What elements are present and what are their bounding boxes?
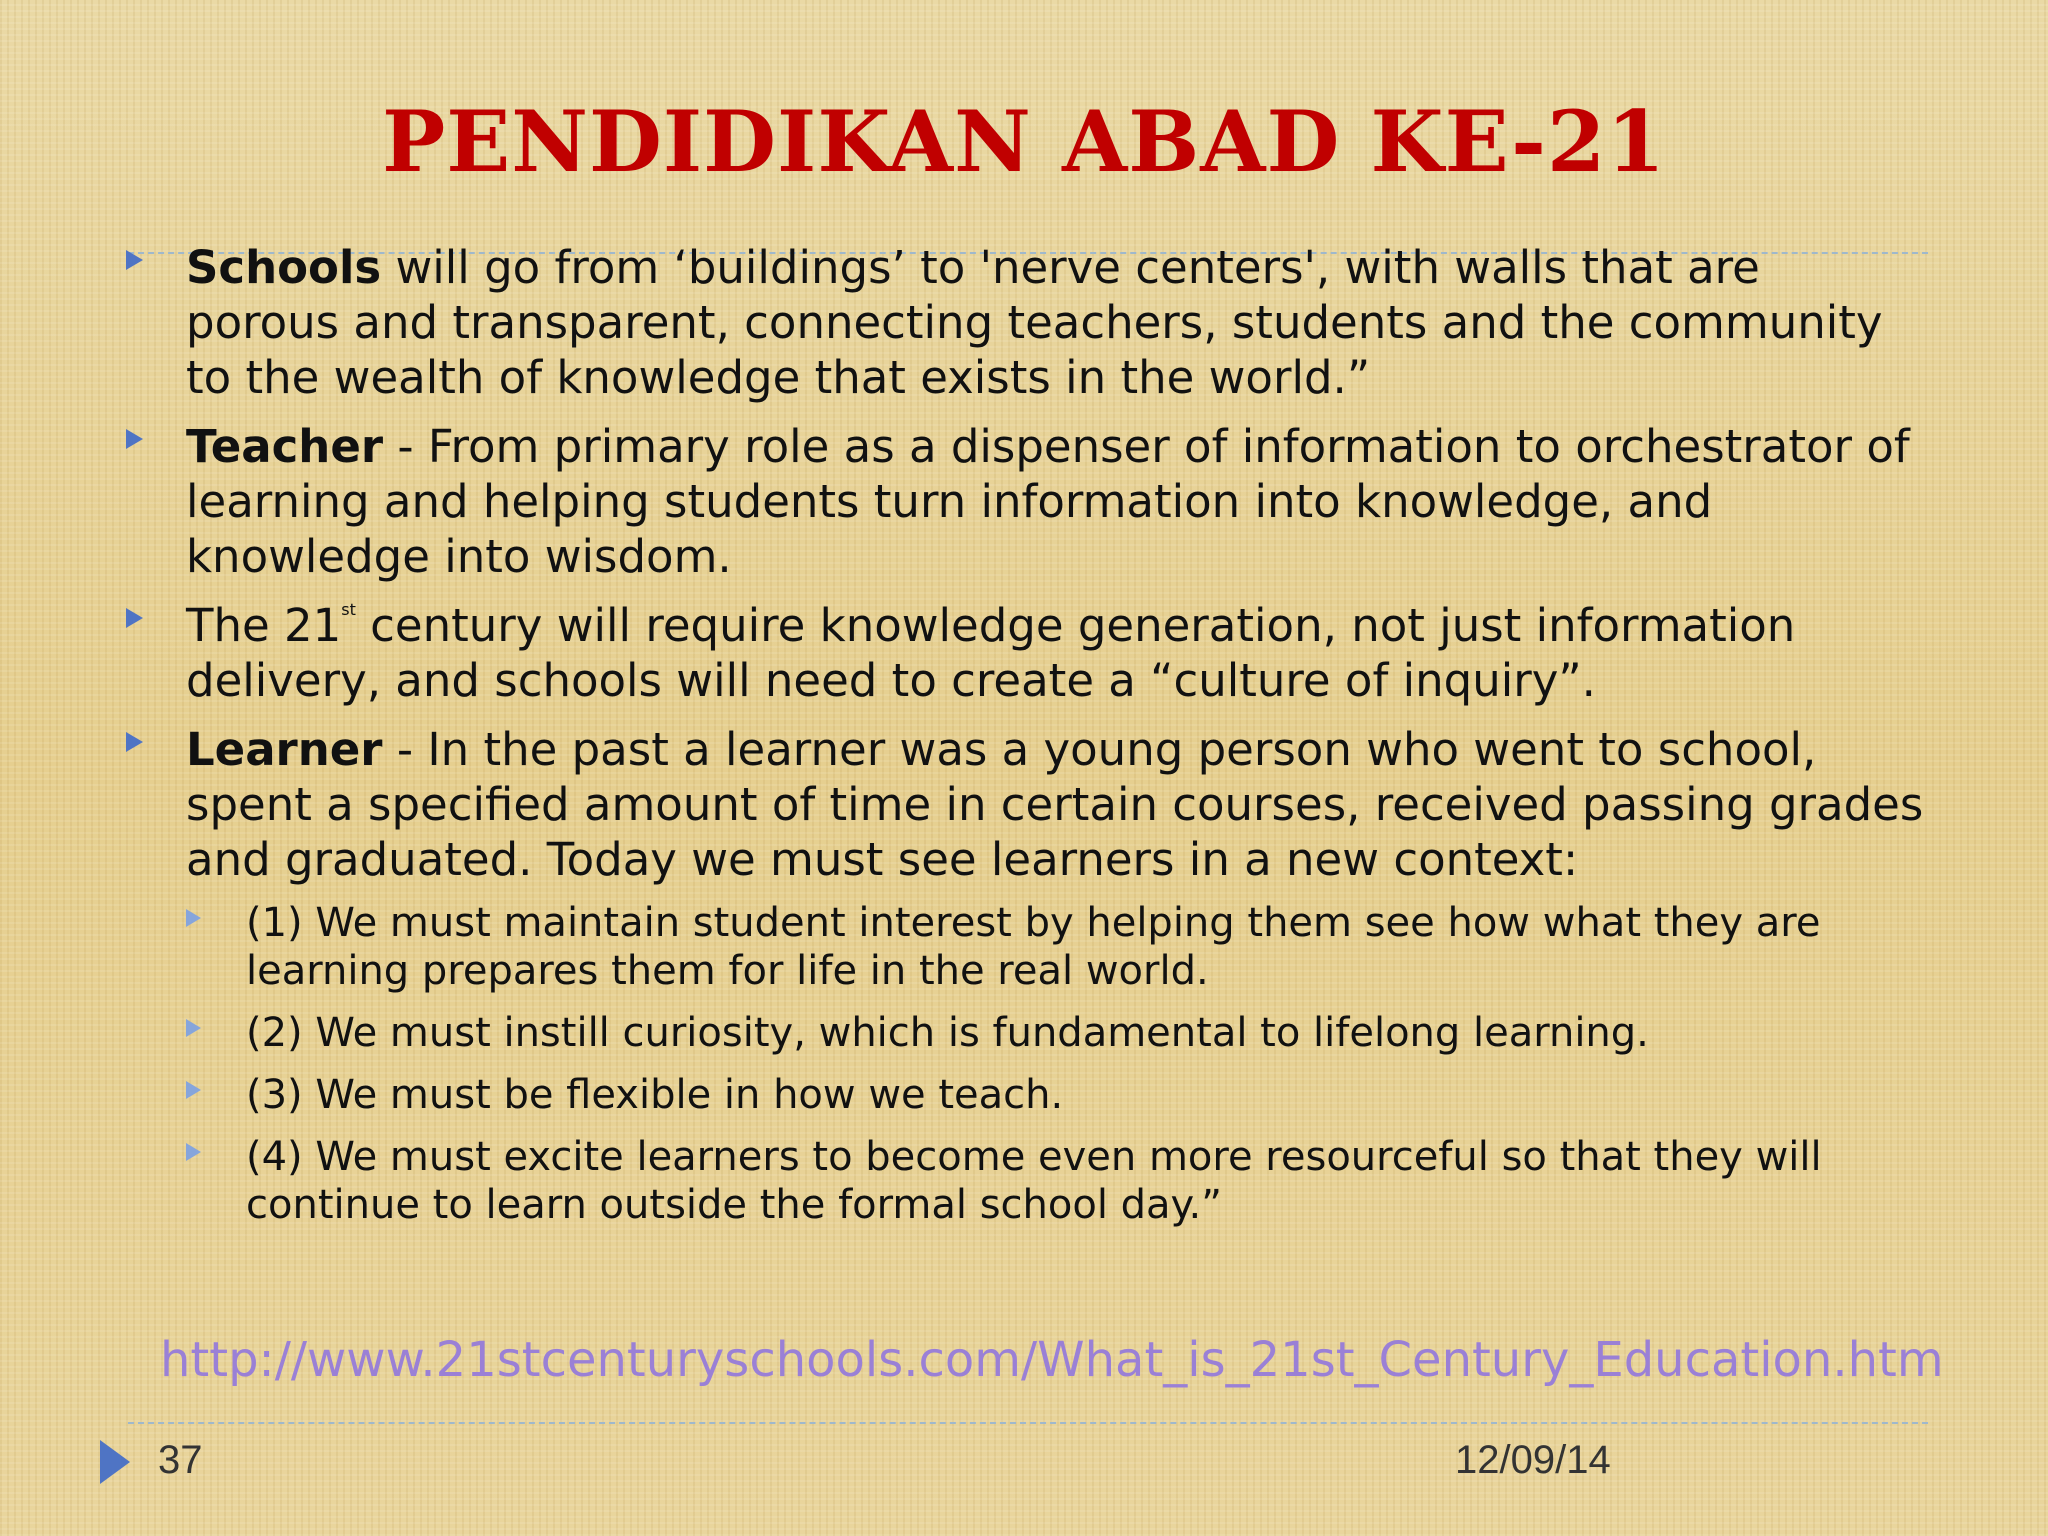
bullet-keyword: Teacher xyxy=(186,420,384,473)
bullet-text: will go from ‘buildings’ to 'nerve centers', with walls that are porous and transparent, connecting teachers, students and the community to the wealth of knowledge that exists in the world.” xyxy=(186,241,1883,404)
sub-bullet-text: (4) We must excite learners to become even more resourceful so that they will continue to learn outside the formal school day.” xyxy=(246,1134,1822,1228)
sub-bullet-text: (1) We must maintain student interest by helping them see how what they are learning prepares them for life in the real world. xyxy=(246,900,1821,994)
sub-bullet-4 xyxy=(186,1133,1926,1229)
triangle-sub-bullet-icon xyxy=(186,1019,201,1037)
bullet-keyword: Schools xyxy=(186,241,382,294)
learner-subitems xyxy=(126,899,1926,1229)
slide-title: PENDIDIKAN ABAD KE-21 xyxy=(382,92,1666,191)
sub-bullet-text: (3) We must be flexible in how we teach. xyxy=(246,1072,1064,1118)
bullet-schools xyxy=(126,240,1926,405)
sub-bullet-3 xyxy=(186,1071,1926,1119)
play-arrow-icon xyxy=(100,1440,130,1484)
bullet-text-prefix: The 21 xyxy=(186,599,342,652)
bullet-21st-century xyxy=(126,598,1926,708)
bullet-text: century will require knowledge generation, not just information delivery, and schools will need to create a “culture of inquiry”. xyxy=(186,599,1796,707)
sub-bullet-text: (2) We must instill curiosity, which is fundamental to lifelong learning. xyxy=(246,1010,1649,1056)
page-number: 37 xyxy=(158,1438,203,1482)
bullet-learner xyxy=(126,722,1926,1229)
triangle-bullet-icon xyxy=(126,732,143,752)
slide-date: 12/09/14 xyxy=(1455,1438,1611,1482)
bullet-keyword: Learner xyxy=(186,723,383,776)
triangle-bullet-icon xyxy=(126,250,143,270)
bullet-teacher xyxy=(126,419,1926,584)
bullet-text: - From primary role as a dispenser of information to orchestrator of learning and helping students turn information into knowledge, and knowledge into wisdom. xyxy=(186,420,1910,583)
slide-content xyxy=(126,240,1926,1243)
triangle-bullet-icon xyxy=(126,608,143,628)
triangle-sub-bullet-icon xyxy=(186,1081,201,1099)
source-link[interactable]: http://www.21stcenturyschools.com/What_is_21st_Century_Education.htm xyxy=(160,1332,1944,1388)
sub-bullet-2 xyxy=(186,1009,1926,1057)
sub-bullet-1 xyxy=(186,899,1926,995)
triangle-bullet-icon xyxy=(126,429,143,449)
superscript: st xyxy=(341,600,356,619)
bottom-divider xyxy=(128,1422,1928,1424)
bullet-text: - In the past a learner was a young person who went to school, spent a specified amount of time in certain courses, received passing grades and graduated. Today we must see learners in a new context: xyxy=(186,723,1924,886)
triangle-sub-bullet-icon xyxy=(186,1143,201,1161)
triangle-sub-bullet-icon xyxy=(186,909,201,927)
